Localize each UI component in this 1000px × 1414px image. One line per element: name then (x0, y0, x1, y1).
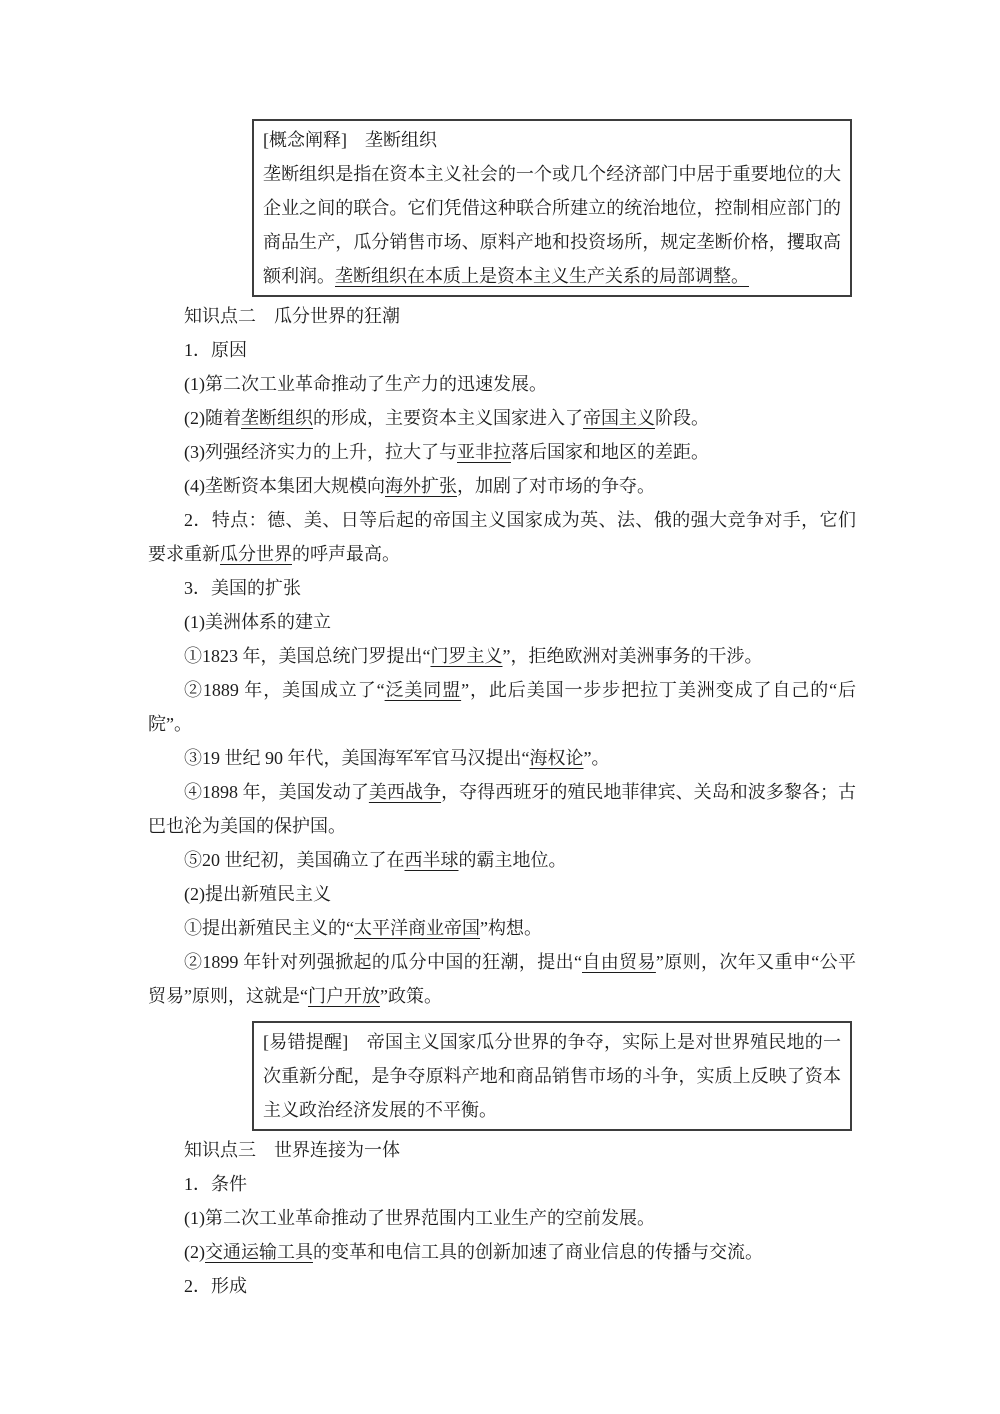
reason-item-1 (148, 367, 856, 401)
us-item-2-pan-american (148, 673, 856, 741)
text-segment: [易错提醒] (263, 1032, 349, 1052)
text-segment: 2．特点：德、美、日等后起的帝国主义国家成为英、法、俄的强大竞争对手，它们要求重新 (148, 510, 856, 564)
underlined-term: 太平洋商业帝国 (354, 918, 480, 938)
heading-2-features (148, 503, 856, 571)
reason-item-4 (148, 469, 856, 503)
underlined-term: 亚非拉 (457, 442, 511, 462)
concept-box (252, 119, 852, 297)
underlined-term: 海外扩张 (385, 476, 457, 496)
text-segment: ①1823 年，美国总统门罗提出“ (184, 646, 431, 666)
colonialism-item-2 (148, 945, 856, 1013)
text-segment: ”。 (583, 748, 610, 768)
text-segment: 阶段。 (655, 408, 709, 428)
reminder-box-body (263, 1025, 841, 1127)
condition-item-2 (148, 1235, 856, 1269)
text-segment: ”，拒绝欧洲对美洲事务的干涉。 (502, 646, 763, 666)
reason-item-2 (148, 401, 856, 435)
text-segment: 垄断组织 (347, 130, 437, 150)
underlined-term: 交通运输工具 (205, 1242, 313, 1262)
text-segment: ”构想。 (480, 918, 542, 938)
underlined-term: 西半球 (404, 850, 459, 870)
text-segment: 1．条件 (184, 1174, 247, 1194)
text-segment: 帝国主义国家瓜分世界的争夺，实际上是对世界殖民地的一次重新分配，是争夺原料产地和商品销售市场的斗争，实质上反映了资本主义政治经济发展的不平衡。 (263, 1032, 841, 1120)
text-segment: ”政策。 (379, 986, 442, 1006)
text-segment: (3)列强经济实力的上升，拉大了与 (184, 442, 457, 462)
text-segment: 的变革和电信工具的创新加速了商业信息的传播与交流。 (313, 1242, 763, 1262)
text-segment: 知识点三 世界连接为一体 (184, 1140, 400, 1160)
reminder-box (252, 1021, 852, 1131)
heading-1-conditions (148, 1167, 856, 1201)
underlined-term: 美西战争 (368, 782, 442, 802)
text-segment: [概念阐释] (263, 130, 347, 150)
text-segment: ②1899 年针对列强掀起的瓜分中国的狂潮，提出“ (184, 952, 582, 972)
text-segment: 的霸主地位。 (458, 850, 567, 870)
text-segment: (1)第二次工业革命推动了生产力的迅速发展。 (184, 374, 547, 394)
us-item-1-monroe (148, 639, 856, 673)
underlined-term: 自由贸易 (582, 952, 656, 972)
text-segment: 2．形成 (184, 1276, 247, 1296)
section-heading-knowledge-point-3 (148, 1133, 856, 1167)
concept-box-title (263, 123, 841, 157)
concept-box-body (263, 157, 841, 293)
text-segment: ”原则，次年又重申“公平贸易”原则，这就是“ (148, 952, 856, 1006)
text-segment: 的呼声最高。 (292, 544, 400, 564)
text-segment: (1)第二次工业革命推动了世界范围内工业生产的空前发展。 (184, 1208, 655, 1228)
text-segment: (1)美洲体系的建立 (184, 612, 331, 632)
heading-3-us-expansion (148, 571, 856, 605)
reason-item-3 (148, 435, 856, 469)
text-segment: ⑤20 世纪初，美国确立了在 (184, 850, 405, 870)
text-segment: (2)随着 (184, 408, 241, 428)
text-segment: (2) (184, 1242, 205, 1262)
us-item-4-spanish-american-war (148, 775, 856, 843)
text-segment: (4)垄断资本集团大规模向 (184, 476, 385, 496)
text-segment: ”，此后美国一步步把拉丁美洲变成了自己的“后院”。 (148, 680, 856, 734)
underlined-term: 垄断组织在本质上是资本主义生产关系的局部调整。 (335, 266, 749, 286)
underlined-term: 垄断组织 (241, 408, 313, 428)
underlined-term: 海权论 (529, 748, 584, 768)
text-segment: ，夺得西班牙的殖民地菲律宾、关岛和波多黎各；古巴也沦为美国的保护国。 (148, 782, 857, 836)
heading-1-reasons (148, 333, 856, 367)
text-segment: 的形成，主要资本主义国家进入了 (313, 408, 583, 428)
colonialism-item-1 (148, 911, 856, 945)
text-segment: 3．美国的扩张 (184, 578, 301, 598)
text-segment: ②1889 年，美国成立了“ (184, 680, 385, 700)
text-segment: ①提出新殖民主义的“ (184, 918, 354, 938)
underlined-term: 帝国主义 (583, 408, 655, 428)
subheading-new-colonialism (148, 877, 856, 911)
subheading-american-system (148, 605, 856, 639)
text-segment: ，加剧了对市场的争夺。 (457, 476, 655, 496)
document-content (148, 119, 856, 1303)
us-item-3-sea-power (148, 741, 856, 775)
text-segment: 落后国家和地区的差距。 (511, 442, 709, 462)
underlined-term: 门罗主义 (430, 646, 503, 666)
text-segment: ③19 世纪 90 年代，美国海军军官马汉提出“ (184, 748, 530, 768)
underlined-term: 泛美同盟 (384, 680, 462, 700)
underlined-term: 瓜分世界 (220, 544, 292, 564)
text-segment: 知识点二 瓜分世界的狂潮 (184, 306, 400, 326)
text-segment: 1．原因 (184, 340, 247, 360)
heading-2-formation (148, 1269, 856, 1303)
underlined-term: 门户开放 (307, 986, 380, 1006)
text-segment: (2)提出新殖民主义 (184, 884, 331, 904)
section-heading-knowledge-point-2 (148, 299, 856, 333)
text-segment: 垄断组织是指在资本主义社会的一个或几个经济部门中居于重要地位的大企业之间的联合。它们凭借这种联合所建立的统治地位，控制相应部门的商品生产，瓜分销售市场、原料产地和投资场所，规定垄断价格，攫取高额利润。 (263, 164, 841, 286)
text-segment: ④1898 年，美国发动了 (184, 782, 369, 802)
condition-item-1 (148, 1201, 856, 1235)
us-item-5-western-hemisphere (148, 843, 856, 877)
